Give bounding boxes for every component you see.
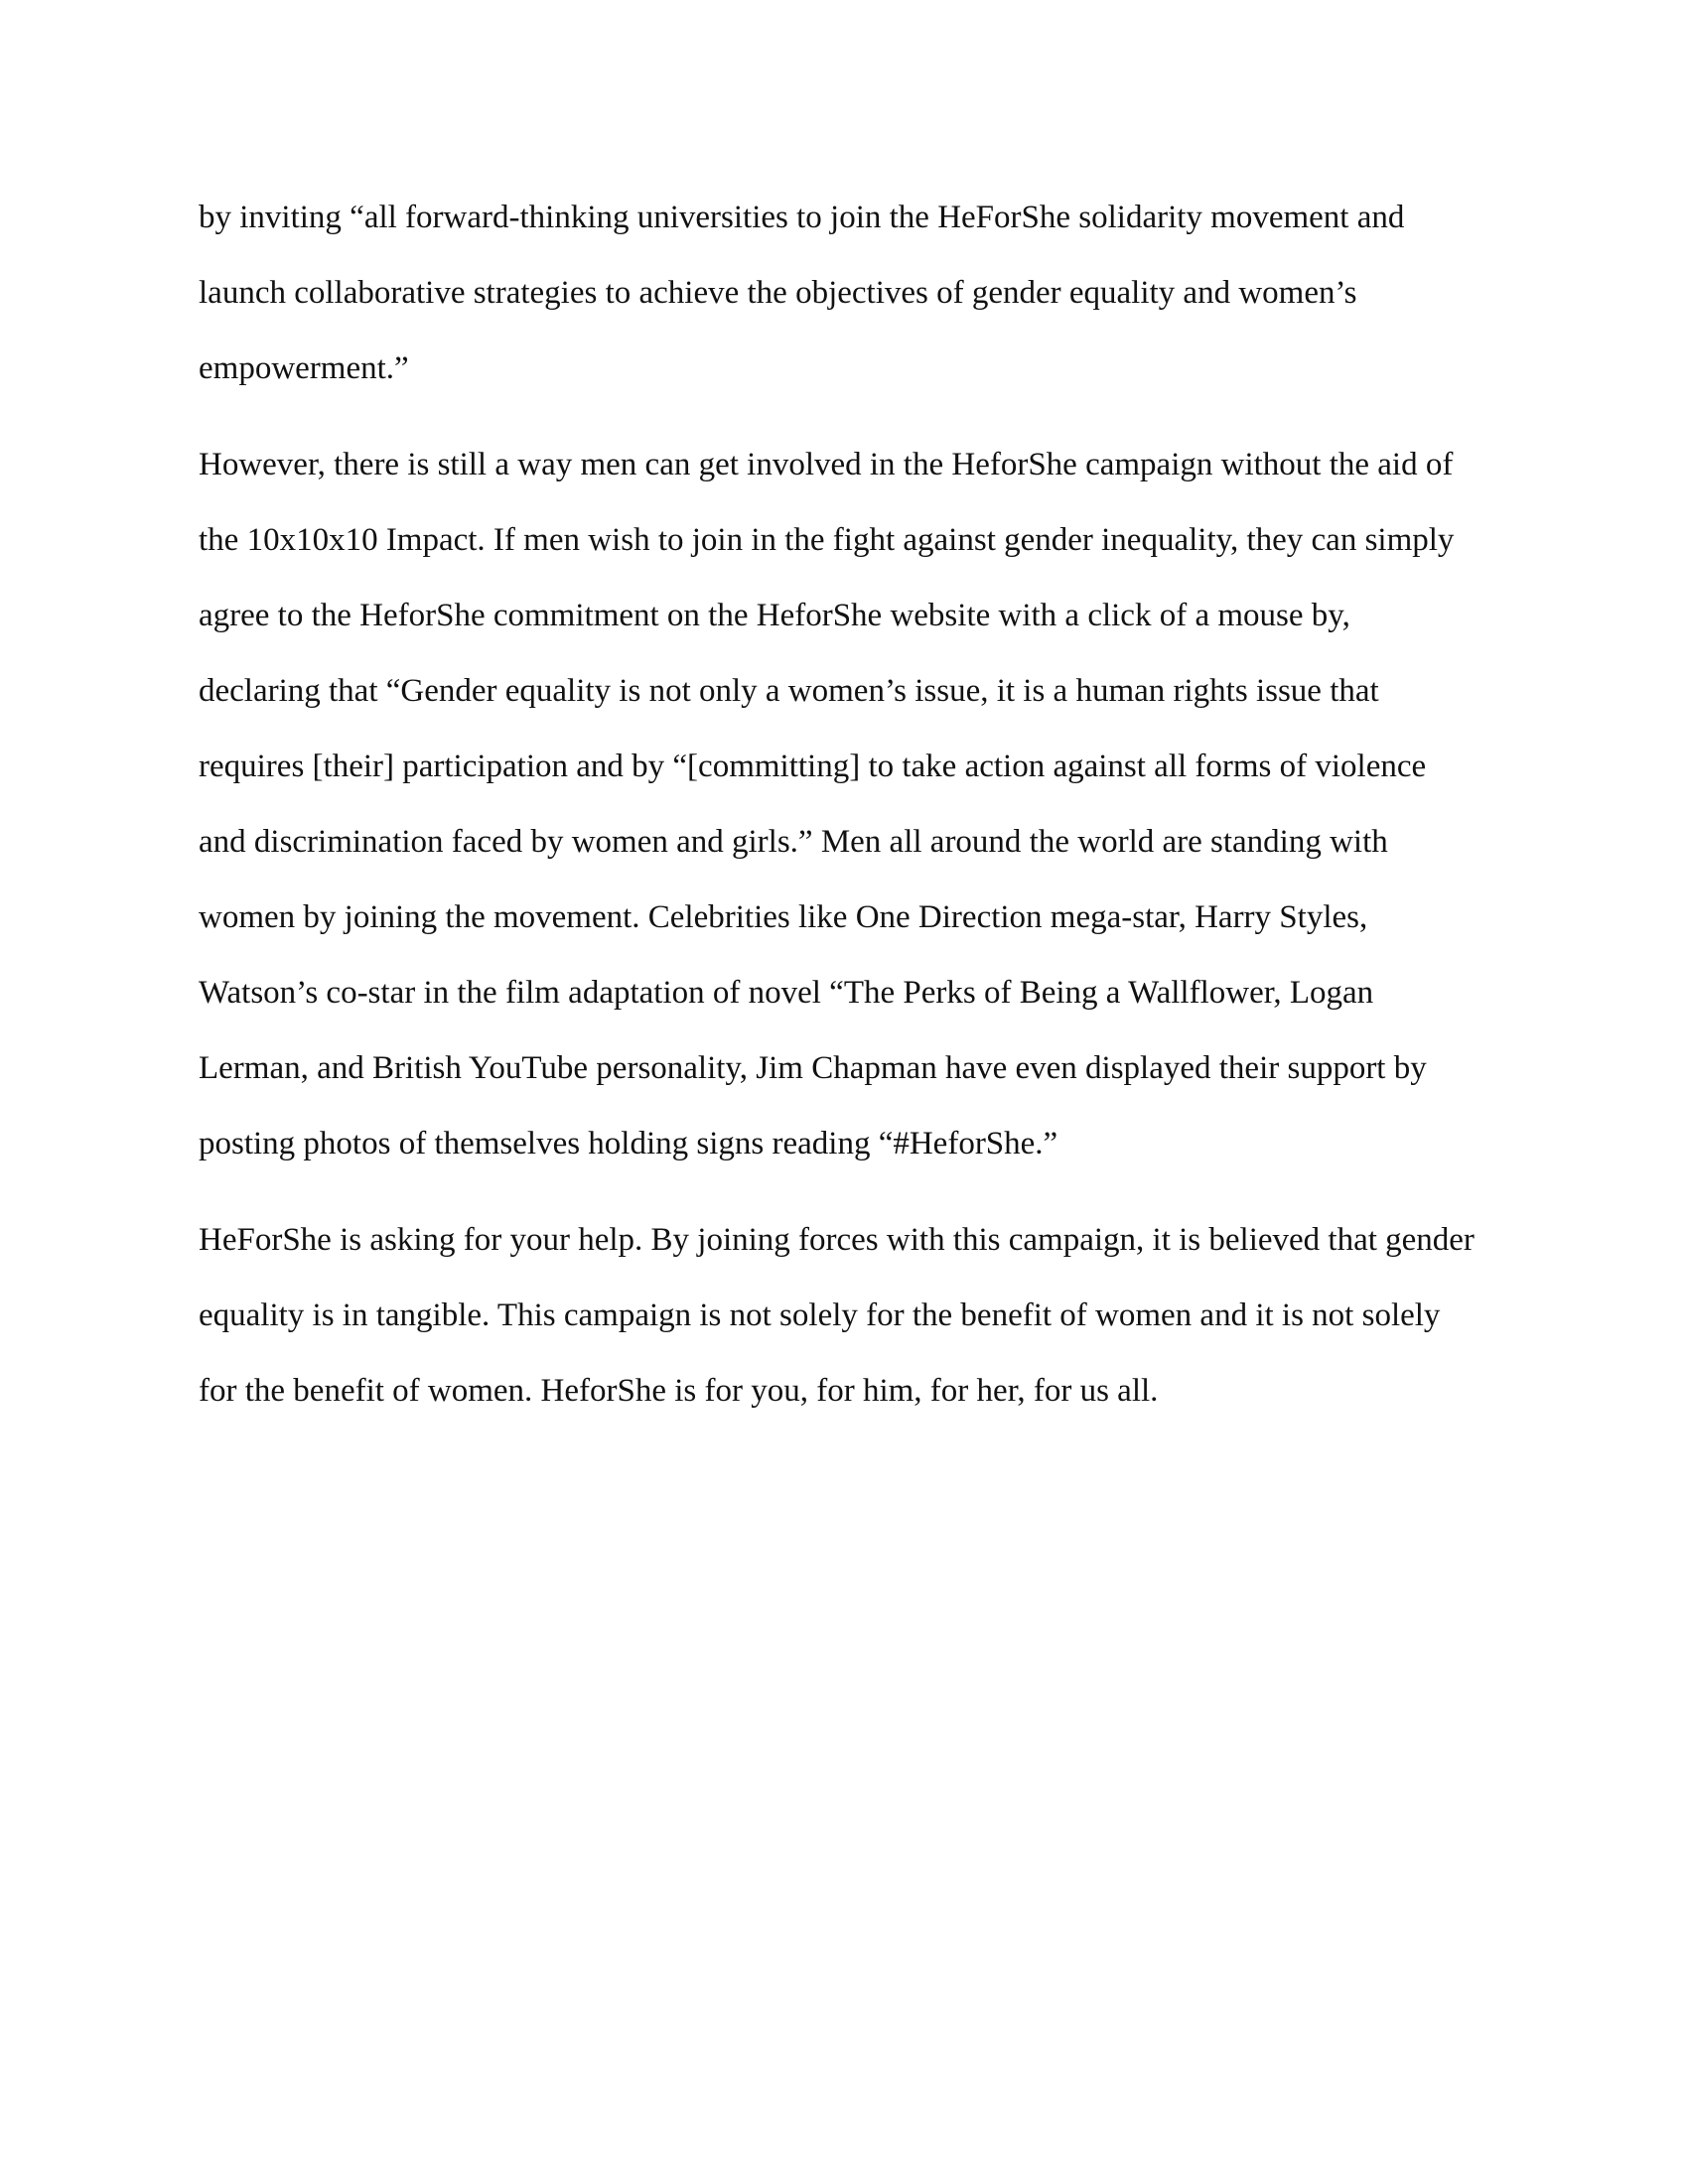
- paragraph-1: [199, 189, 1509, 415]
- text-line: posting photos of themselves holding signs reading “#HeforShe.”: [199, 1126, 1058, 1161]
- text-line: Lerman, and British YouTube personality, Jim Chapman have even displayed their support by: [199, 1050, 1427, 1086]
- paragraph-3: [199, 1211, 1509, 1437]
- text-line: equality is in tangible. This campaign is not solely for the benefit of women and it is not solely: [199, 1297, 1441, 1333]
- text-line: declaring that “Gender equality is not only a women’s issue, it is a human rights issue that: [199, 673, 1379, 709]
- text-line: women by joining the movement. Celebrities like One Direction mega-star, Harry Styles,: [199, 899, 1368, 935]
- text-line: empowerment.”: [199, 350, 409, 386]
- paragraph-2: [199, 436, 1509, 1190]
- text-line: launch collaborative strategies to achieve the objectives of gender equality and women’s: [199, 275, 1357, 311]
- text-line: for the benefit of women. HeforShe is for you, for him, for her, for us all.: [199, 1373, 1159, 1409]
- paragraph-spacer: [199, 415, 1509, 436]
- document-body: [199, 189, 1509, 1437]
- paragraph-spacer: [199, 1190, 1509, 1211]
- text-line: Watson’s co-star in the film adaptation of novel “The Perks of Being a Wallflower, Logan: [199, 975, 1374, 1011]
- text-line: the 10x10x10 Impact. If men wish to join in the fight against gender inequality, they can simply: [199, 522, 1455, 558]
- text-line: agree to the HeforShe commitment on the HeforShe website with a click of a mouse by,: [199, 598, 1350, 633]
- text-line: by inviting “all forward-thinking universities to join the HeForShe solidarity movement and: [199, 200, 1405, 235]
- text-line: and discrimination faced by women and girls.” Men all around the world are standing with: [199, 824, 1388, 860]
- text-line: HeForShe is asking for your help. By joining forces with this campaign, it is believed that gender: [199, 1222, 1475, 1258]
- text-line: requires [their] participation and by “[committing] to take action against all forms of violence: [199, 749, 1427, 784]
- text-line: However, there is still a way men can get involved in the HeforShe campaign without the aid of: [199, 447, 1454, 482]
